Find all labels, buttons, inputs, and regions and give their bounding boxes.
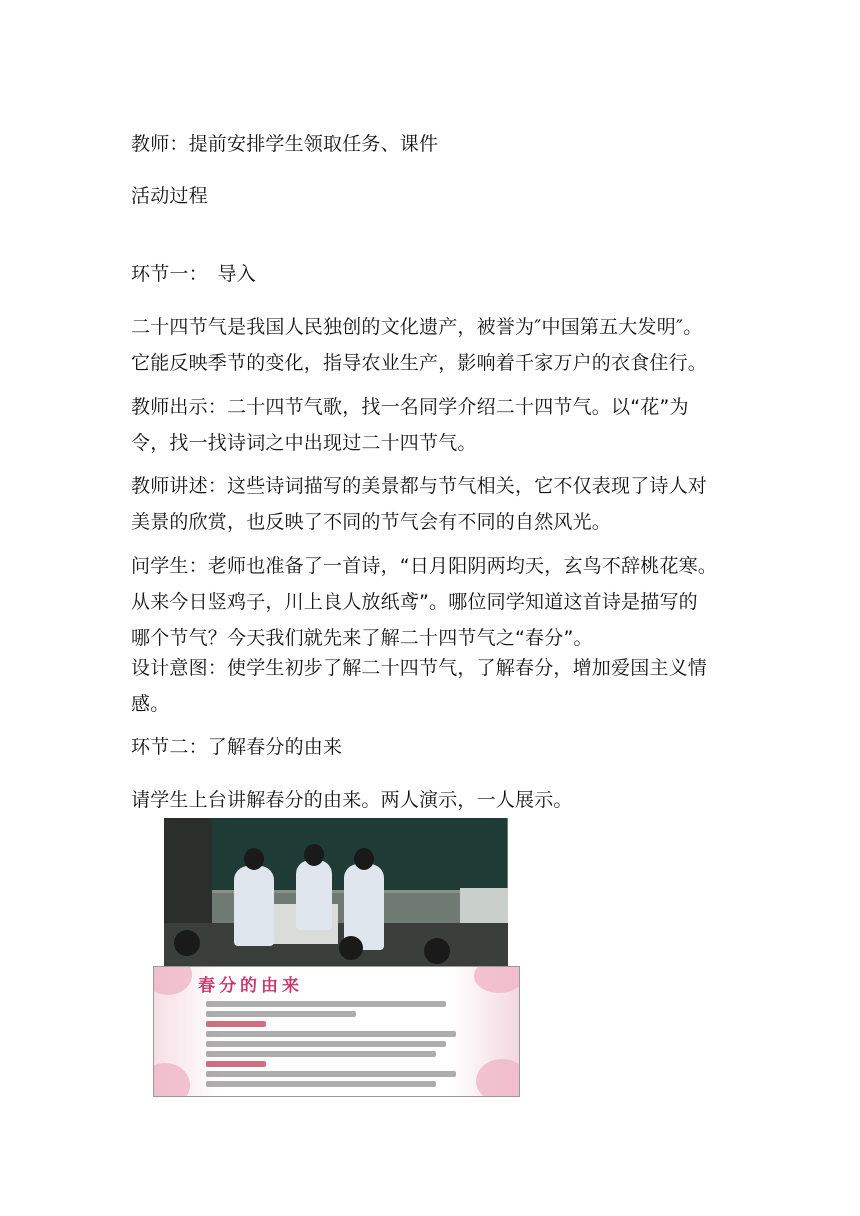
section-one-heading [131,256,736,292]
text-line: 从来今日竖鸡子，川上良人放纸鸢”。哪位同学知道这首诗是描写的 [131,591,698,613]
text-line: 感。 [131,693,170,715]
photo-student-head [354,848,374,870]
blossom-decoration [153,1063,190,1097]
blossom-decoration [474,966,520,993]
paragraph-teacher-explain [131,468,736,540]
photo-audience-head [424,938,450,964]
section-two-heading [131,729,736,765]
slide-text-line [206,1031,456,1037]
text-line: 哪个节气？今天我们就先来了解二十四节气之“春分”。 [131,627,593,649]
slide-text-line [206,1071,456,1077]
text-line: 教师讲述：这些诗词描写的美景都与节气相关，它不仅表现了诗人对 [131,475,708,497]
paragraph-design-intent [131,650,736,722]
paragraph-activity-process [131,178,736,214]
slide-image [153,966,520,1097]
slide-subheading-line [206,1061,266,1067]
text-line: 令，找一找诗词之中出现过二十四节气。 [131,432,477,454]
paragraph-teacher-prep [131,126,736,162]
photo-student-head [304,844,324,866]
slide-title: 春分的由来 [198,976,303,996]
slide-text-line [206,1041,446,1047]
paragraph-ask-students [131,548,736,656]
blossom-decoration [476,1059,520,1097]
text-line: 环节一： 导入 [131,263,256,285]
photo-audience-head [339,936,363,960]
text-line: 设计意图：使学生初步了解二十四节气，了解春分，增加爱国主义情 [131,657,708,679]
blossom-decoration [153,966,192,995]
photo-audience-head [174,930,200,956]
photo-student [234,866,274,946]
text-line: 它能反映季节的变化，指导农业生产，影响着千家万户的衣食住行。 [131,352,708,374]
slide-text-line [206,1081,436,1087]
text-line: 二十四节气是我国人民独创的文化遗产，被誉为″中国第五大发明″。 [131,316,703,338]
paragraph-teacher-show [131,389,736,461]
paragraph-invite-students [131,782,736,818]
photo-student [296,860,332,930]
slide-text-line [206,1051,436,1057]
text-line: 美景的欣赏，也反映了不同的节气会有不同的自然风光。 [131,511,612,533]
slide-subheading-line [206,1021,266,1027]
text-line: 环节二：了解春分的由来 [131,736,343,758]
slide-text-line [206,1011,356,1017]
text-line: 问学生：老师也准备了一首诗，“日月阳阴两均天，玄鸟不辞桃花寒。 [131,555,718,577]
slide-text-line [206,1001,446,1007]
text-line: 教师：提前安排学生领取任务、课件 [131,133,439,155]
text-line: 教师出示：二十四节气歌，找一名同学介绍二十四节气。以“花”为 [131,396,689,418]
classroom-photo [164,818,508,970]
text-line: 活动过程 [131,185,208,207]
text-line: 请学生上台讲解春分的由来。两人演示，一人展示。 [131,789,573,811]
photo-student-head [244,848,264,870]
paragraph-intro [131,309,736,381]
